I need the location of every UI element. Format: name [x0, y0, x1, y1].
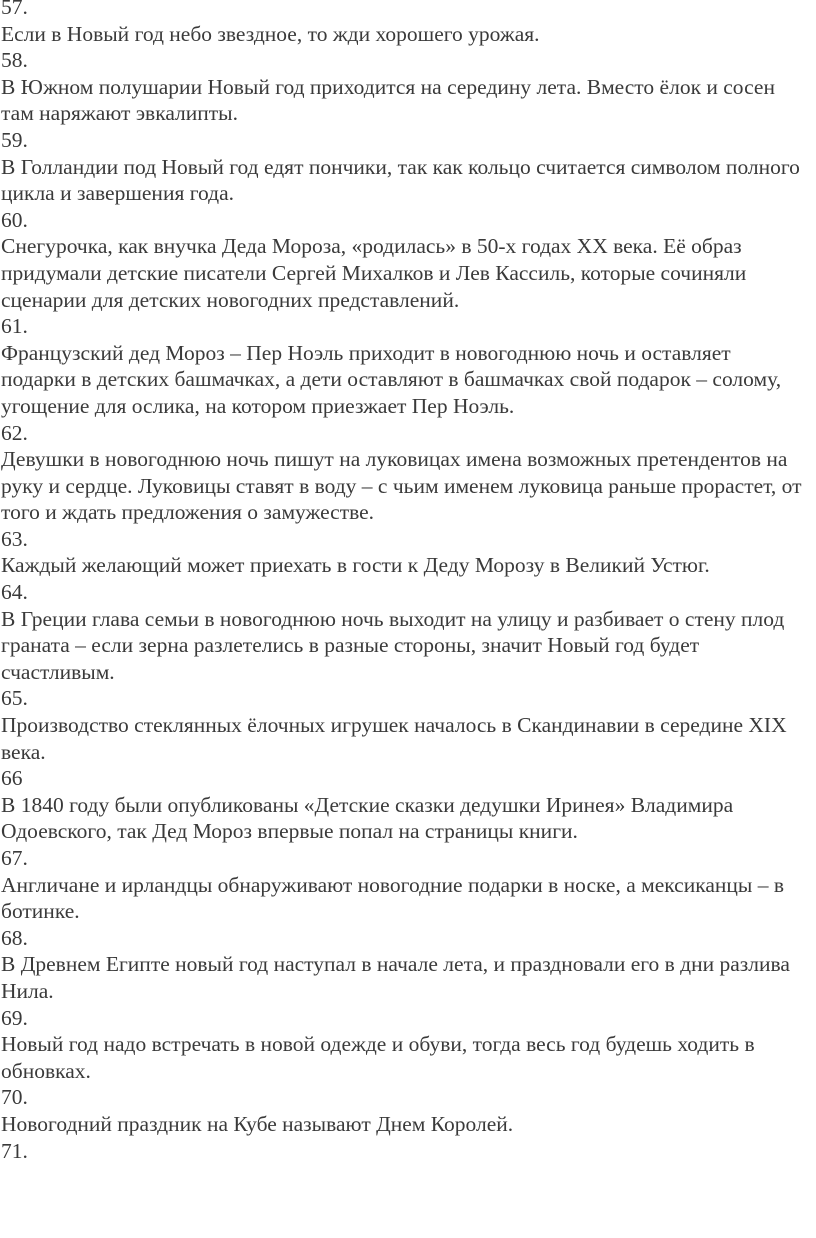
entry-text: Девушки в новогоднюю ночь пишут на луковицах имена возможных претендентов на руку и сердце. Луковицы ставят в воду – с чьим именем луковица раньше прорастет, от того и ждать предложения о замужестве. — [1, 447, 802, 525]
entry-number: 63. — [1, 526, 28, 551]
entry-number: 59. — [1, 127, 28, 152]
entry-number: 71. — [1, 1138, 28, 1163]
entry-number: 68. — [1, 925, 28, 950]
entry-text: Новогодний праздник на Кубе называют Днем Королей. — [1, 1111, 514, 1136]
entry-number: 57. — [1, 0, 28, 19]
entry-71 — [1, 1138, 808, 1165]
entry-65 — [1, 685, 808, 765]
entry-number: 67. — [1, 846, 28, 870]
entry-number: 70. — [1, 1085, 28, 1110]
entry-number: 62. — [1, 420, 28, 445]
entry-text: Новый год надо встречать в новой одежде и обуви, тогда весь год будешь ходить в обновках. — [1, 1032, 755, 1083]
entry-text: Производство стеклянных ёлочных игрушек началось в Скандинавии в середине XIX века. — [1, 713, 787, 764]
entry-58 — [1, 47, 808, 127]
entry-60 — [1, 207, 808, 313]
entry-text: В 1840 году были опубликованы «Детские сказки дедушки Иринея» Владимира Одоевского, так Дед Мороз впервые попал на страницы книги. — [1, 792, 734, 844]
entry-57 — [1, 0, 808, 47]
entry-text: В Южном полушарии Новый год приходится на середину лета. Вместо ёлок и сосен там наряжают эвкалипты. — [1, 74, 775, 126]
entry-text: Французский дед Мороз – Пер Ноэль приходит в новогоднюю ночь и оставляет подарки в детских башмачках, а дети оставляют в башмачках свой подарок – солому, угощение для ослика, на котором приезжает Пер Ноэль. — [1, 340, 782, 418]
entry-number: 65. — [1, 686, 28, 711]
entry-69 — [1, 1005, 808, 1085]
entry-59 — [1, 127, 808, 207]
entry-text: Если в Новый год небо звездное, то жди хорошего урожая. — [1, 21, 540, 46]
entry-text: В Голландии под Новый год едят пончики, так как кольцо считается символом полного цикла и завершения года. — [1, 154, 800, 206]
entry-text: Англичане и ирландцы обнаруживают новогодние подарки в носке, а мексиканцы – в ботинке. — [1, 872, 785, 924]
entry-64 — [1, 579, 808, 685]
entry-number: 66 — [1, 766, 23, 791]
entry-63 — [1, 526, 808, 579]
entry-62 — [1, 420, 808, 526]
entry-number: 58. — [1, 48, 28, 73]
entry-number: 64. — [1, 580, 28, 605]
entry-text: В Греции глава семьи в новогоднюю ночь выходит на улицу и разбивает о стену плод граната – если зерна разлетелись в разные стороны, значит Новый год будет счастливым. — [1, 606, 785, 684]
entry-text: В Древнем Египте новый год наступал в начале лета, и праздновали его в дни разлива Нила. — [1, 952, 790, 1003]
entry-number: 69. — [1, 1005, 28, 1030]
entry-66 — [1, 765, 808, 845]
entry-text: Снегурочка, как внучка Деда Мороза, «родилась» в 50-х годах XX века. Её образ придумали детские писатели Сергей Михалков и Лев Кассиль, которые сочиняли сценарии для детских новогодних представлений. — [1, 234, 747, 312]
entry-61 — [1, 313, 808, 419]
entry-number: 61. — [1, 314, 28, 339]
entry-67 — [1, 845, 808, 925]
entry-70 — [1, 1084, 808, 1137]
entry-text: Каждый желающий может приехать в гости к Деду Морозу в Великий Устюг. — [1, 553, 710, 578]
entry-number: 60. — [1, 207, 28, 232]
entry-68 — [1, 925, 808, 1005]
